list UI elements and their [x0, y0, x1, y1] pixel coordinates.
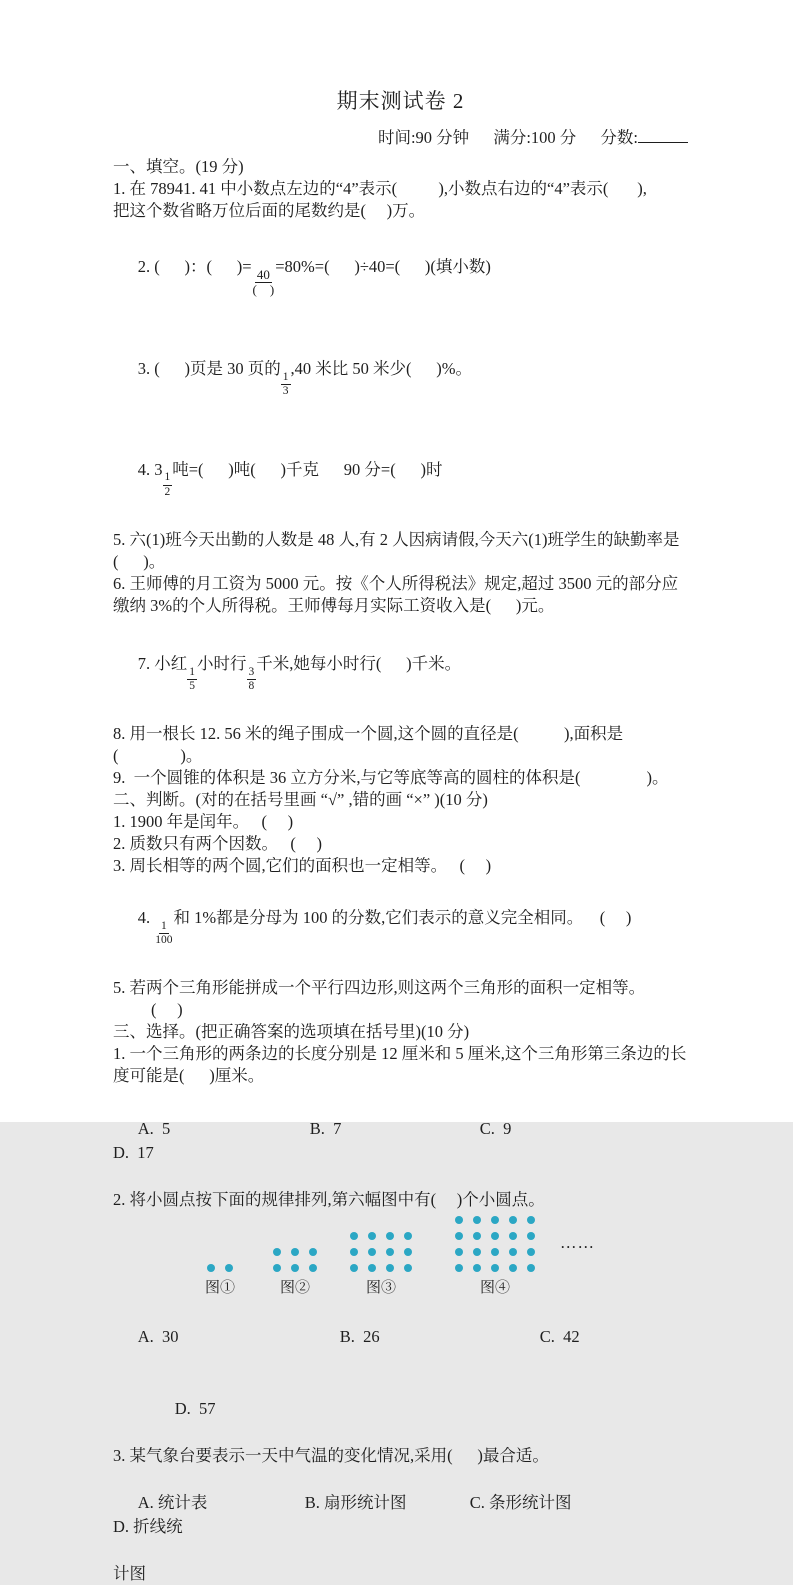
dot-icon: [527, 1264, 535, 1272]
fill-q3-prefix: 3. ( )页是 30 页的: [137, 359, 281, 379]
paper-content: [113, 86, 688, 1585]
fill-q6-line1: 6. 王师傅的月工资为 5000 元。按《个人所得税法》规定,超过 3500 元的部分应: [113, 573, 679, 593]
fill-q7-suffix: 千米,她每小时行( )千米。: [256, 653, 462, 673]
dot-icon: [291, 1264, 299, 1272]
dot-icon: [368, 1248, 376, 1256]
exam-time: 时间:90 分钟: [377, 128, 470, 147]
dot-icon: [527, 1216, 535, 1224]
dot-icon: [455, 1232, 463, 1240]
dot-pattern-figure: [113, 1213, 688, 1297]
judge-q5-line1: 5. 若两个三角形能拼成一个平行四边形,则这两个三角形的面积一定相等。: [113, 978, 646, 998]
dot-group-3: [350, 1232, 412, 1297]
judge-q2: 2. 质数只有两个因数。 ( ): [113, 833, 322, 853]
dot-icon: [527, 1232, 535, 1240]
fraction-one-half: $\frac{1}{2}$: [164, 471, 171, 498]
dot-grid: [350, 1232, 412, 1272]
fill-q6-line2: 缴纳 3%的个人所得税。王师傅每月实际工资收入是( )元。: [113, 595, 555, 615]
choice-q2-option-d: D. 57: [174, 1399, 216, 1419]
fill-q2: [113, 226, 688, 328]
exam-full-score: 满分:100 分: [493, 128, 577, 147]
fill-q4-prefix: 4. 3: [137, 459, 163, 479]
dot-grid: [207, 1264, 233, 1272]
dot-icon: [350, 1264, 358, 1272]
fill-q7-prefix: 7. 小红: [137, 653, 188, 673]
dot-icon: [509, 1232, 517, 1240]
dot-icon: [509, 1216, 517, 1224]
fill-q2-suffix: =80%=( )÷40=( )(填小数): [275, 257, 491, 276]
dot-pattern-ellipsis: ……: [560, 1233, 595, 1253]
dot-icon: [404, 1232, 412, 1240]
judge-q4-prefix: 4.: [137, 907, 155, 927]
judge-q3: 3. 周长相等的两个圆,它们的面积也一定相等。 ( ): [113, 855, 492, 875]
choice-q3-option-d-wrap: 计图: [113, 1564, 146, 1584]
exam-meta-line: [113, 126, 688, 150]
fill-q1-line2: 把这个数省略万位后面的尾数约是( )万。: [113, 201, 426, 220]
fill-q8-line2: ( )。: [113, 745, 203, 765]
dot-icon: [386, 1264, 394, 1272]
dot-group-label: 图①: [205, 1280, 236, 1297]
fill-q5-line1: 5. 六(1)班今天出勤的人数是 48 人,有 2 人因病请假,今天六(1)班学生的缺勤率是: [113, 529, 680, 549]
dot-icon: [273, 1264, 281, 1272]
dot-group-label: 图④: [479, 1280, 510, 1297]
dot-group-label: 图②: [279, 1280, 310, 1297]
dot-icon: [368, 1264, 376, 1272]
choice-q1-option-c: C. 9: [479, 1119, 512, 1139]
dot-icon: [225, 1264, 233, 1272]
fill-q5-line2: ( )。: [113, 551, 166, 571]
score-blank: [638, 127, 688, 143]
fill-q7-middle: 小时行: [197, 653, 247, 673]
dot-icon: [350, 1248, 358, 1256]
dot-icon: [509, 1248, 517, 1256]
choice-q1-option-d: D. 17: [113, 1143, 154, 1163]
dot-icon: [455, 1264, 463, 1272]
choice-q2: 2. 将小圆点按下面的规律排列,第六幅图中有( )个小圆点。: [113, 1190, 545, 1210]
fill-q3: [113, 328, 688, 428]
choice-q3-option-a: A. 统计表: [137, 1493, 208, 1513]
choice-q3-options: [113, 1467, 688, 1563]
choice-q3-option-d: D. 折线统: [113, 1517, 183, 1537]
fill-q4: [113, 429, 688, 529]
score-label: 分数:: [600, 128, 638, 147]
dot-icon: [491, 1248, 499, 1256]
choice-q1-option-a: A. 5: [137, 1119, 171, 1139]
dot-icon: [527, 1248, 535, 1256]
dot-grid: [455, 1216, 535, 1272]
dot-icon: [473, 1264, 481, 1272]
dot-icon: [509, 1264, 517, 1272]
choice-q1-option-b: B. 7: [309, 1119, 342, 1139]
dot-group-1: [205, 1264, 235, 1297]
dot-icon: [473, 1216, 481, 1224]
dot-icon: [386, 1232, 394, 1240]
fill-q9: 9. 一个圆锥的体积是 36 立方分米,与它等底等高的圆柱的体积是( )。: [113, 767, 669, 787]
dot-icon: [404, 1264, 412, 1272]
choice-q3-option-b: B. 扇形统计图: [304, 1493, 407, 1513]
fraction-40-over-blank: $\frac{40}{( )}$: [252, 266, 275, 298]
fill-q2-prefix: 2. ( )：( )=: [137, 257, 252, 276]
section-judge-heading: 二、判断。(对的在括号里画 “√” ,错的画 “×” )(10 分): [113, 789, 488, 809]
dot-icon: [491, 1232, 499, 1240]
section-fill-heading: 一、填空。(19 分): [113, 157, 244, 176]
dot-icon: [404, 1248, 412, 1256]
dot-icon: [309, 1264, 317, 1272]
dot-icon: [309, 1248, 317, 1256]
fill-q4-suffix: 吨=( )吨( )千克 90 分=( )时: [172, 459, 443, 479]
choice-q2-option-d-row: [113, 1373, 688, 1445]
dot-icon: [473, 1232, 481, 1240]
judge-q1: 1. 1900 年是闰年。 ( ): [113, 811, 294, 831]
fraction-one-hundredth: $\frac{1}{100}$: [155, 919, 173, 946]
dot-icon: [473, 1248, 481, 1256]
choice-q1-line2: 度可能是( )厘米。: [113, 1066, 265, 1086]
dot-icon: [455, 1216, 463, 1224]
choice-q2-options: [113, 1301, 688, 1373]
dot-icon: [368, 1232, 376, 1240]
fraction-one-third: $\frac{1}{3}$: [282, 371, 289, 398]
dot-group-4: [455, 1216, 535, 1297]
judge-q5-answer-blank: ( ): [151, 1000, 183, 1020]
judge-q4-suffix: 和 1%都是分母为 100 的分数,它们表示的意义完全相同。 ( ): [173, 907, 632, 927]
dot-icon: [291, 1248, 299, 1256]
dot-group-2: [273, 1248, 317, 1297]
dot-icon: [491, 1264, 499, 1272]
dot-icon: [455, 1248, 463, 1256]
page-title: 期末测试卷 2: [336, 89, 465, 113]
fraction-one-fifth: $\frac{1}{5}$: [189, 665, 195, 692]
choice-q3-option-c: C. 条形统计图: [469, 1493, 572, 1513]
fill-q7: [113, 623, 688, 723]
choice-q2-option-b: B. 26: [339, 1327, 380, 1347]
section-choice-heading: 三、选择。(把正确答案的选项填在括号里)(10 分): [113, 1022, 470, 1042]
fraction-three-eighths: $\frac{3}{8}$: [248, 665, 255, 692]
dot-icon: [386, 1248, 394, 1256]
dot-icon: [273, 1248, 281, 1256]
dot-icon: [491, 1216, 499, 1224]
choice-q3: 3. 某气象台要表示一天中气温的变化情况,采用( )最合适。: [113, 1446, 549, 1466]
choice-q2-option-a: A. 30: [137, 1327, 179, 1347]
judge-q4: [113, 877, 688, 977]
dot-icon: [207, 1264, 215, 1272]
choice-q2-option-c: C. 42: [539, 1327, 580, 1347]
choice-q1-options: [113, 1093, 688, 1189]
choice-q1-line1: 1. 一个三角形的两条边的长度分别是 12 厘米和 5 厘米,这个三角形第三条边的长: [113, 1044, 687, 1064]
dot-group-label: 图③: [365, 1280, 396, 1297]
fill-q1-line1: 1. 在 78941. 41 中小数点左边的“4”表示( ),小数点右边的“4”表示( ),: [113, 179, 647, 198]
fill-q3-suffix: ,40 米比 50 米少( )%。: [290, 359, 472, 379]
dot-icon: [350, 1232, 358, 1240]
fill-q8-line1: 8. 用一根长 12. 56 米的绳子围成一个圆,这个圆的直径是( ),面积是: [113, 723, 624, 743]
dot-grid: [273, 1248, 317, 1272]
